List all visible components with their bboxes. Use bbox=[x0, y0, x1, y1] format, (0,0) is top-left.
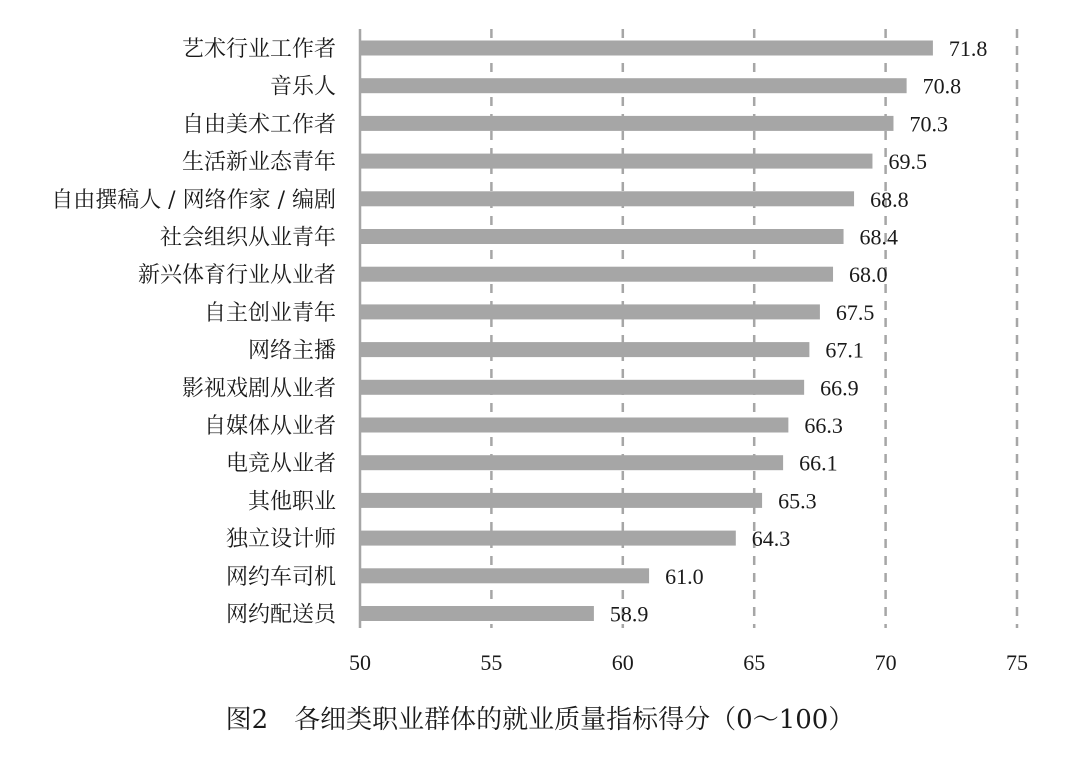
bar-2 bbox=[360, 116, 893, 131]
category-label-0: 艺术行业工作者 bbox=[181, 37, 336, 62]
value-label-4: 68.8 bbox=[870, 186, 909, 212]
x-tick-label-70: 70 bbox=[874, 650, 897, 675]
category-label-5: 社会组织从业青年 bbox=[159, 225, 336, 251]
category-label-13: 独立设计师 bbox=[225, 527, 336, 553]
value-label-3: 69.5 bbox=[888, 149, 927, 175]
bar-6 bbox=[360, 267, 833, 282]
value-label-1: 70.8 bbox=[922, 73, 962, 99]
value-label-10: 66.3 bbox=[804, 413, 843, 438]
value-label-8: 67.1 bbox=[825, 337, 864, 363]
bar-11 bbox=[360, 455, 783, 470]
category-label-8: 网络主播 bbox=[247, 338, 336, 364]
value-label-0: 71.8 bbox=[948, 36, 988, 61]
category-label-15: 网约配送员 bbox=[225, 602, 336, 628]
bar-8 bbox=[360, 342, 809, 357]
category-label-14: 网约车司机 bbox=[225, 564, 336, 590]
bar-15 bbox=[360, 606, 594, 621]
value-label-14: 61.0 bbox=[665, 563, 704, 589]
value-label-5: 68.4 bbox=[859, 224, 899, 250]
value-label-7: 67.5 bbox=[835, 299, 875, 325]
x-tick-label-75: 75 bbox=[1006, 650, 1028, 675]
bar-9 bbox=[360, 380, 804, 395]
category-label-10: 自媒体从业者 bbox=[203, 414, 336, 439]
bar-10 bbox=[360, 418, 788, 433]
x-axis-ticks bbox=[349, 650, 1028, 675]
category-label-9: 影视戏剧从业者 bbox=[181, 376, 336, 402]
category-label-1: 音乐人 bbox=[269, 74, 336, 100]
value-label-12: 65.3 bbox=[778, 488, 817, 514]
bar-7 bbox=[360, 304, 820, 319]
value-label-11: 66.1 bbox=[799, 450, 838, 476]
bar-0 bbox=[360, 41, 933, 56]
category-label-6: 新兴体育行业从业者 bbox=[137, 263, 336, 289]
value-label-13: 64.3 bbox=[751, 526, 791, 552]
bar-13 bbox=[360, 531, 736, 546]
category-label-4: 自由撰稿人 / 网络作家 / 编剧 bbox=[51, 187, 336, 213]
bar-3 bbox=[360, 154, 872, 169]
value-label-9: 66.9 bbox=[820, 375, 859, 401]
category-label-7: 自主创业青年 bbox=[203, 300, 336, 326]
x-tick-label-55: 55 bbox=[480, 650, 503, 675]
bar-14 bbox=[360, 568, 649, 583]
x-tick-label-60: 60 bbox=[611, 650, 634, 675]
chart-title: 图2 各细类职业群体的就业质量指标得分（0～100） bbox=[225, 705, 855, 735]
bar-1 bbox=[360, 78, 907, 93]
bars bbox=[360, 41, 933, 622]
value-label-2: 70.3 bbox=[909, 111, 948, 137]
category-label-2: 自由美术工作者 bbox=[181, 112, 336, 138]
x-tick-label-65: 65 bbox=[743, 650, 766, 675]
value-label-15: 58.9 bbox=[609, 601, 649, 627]
bar-5 bbox=[360, 229, 844, 244]
x-tick-label-50: 50 bbox=[349, 650, 371, 675]
category-labels bbox=[51, 37, 338, 628]
category-label-3: 生活新业态青年 bbox=[181, 150, 336, 176]
category-label-12: 其他职业 bbox=[247, 489, 336, 515]
bar-12 bbox=[360, 493, 762, 508]
category-label-11: 电竞从业者 bbox=[225, 451, 336, 477]
bar-4 bbox=[360, 191, 854, 206]
value-label-6: 68.0 bbox=[849, 262, 888, 288]
